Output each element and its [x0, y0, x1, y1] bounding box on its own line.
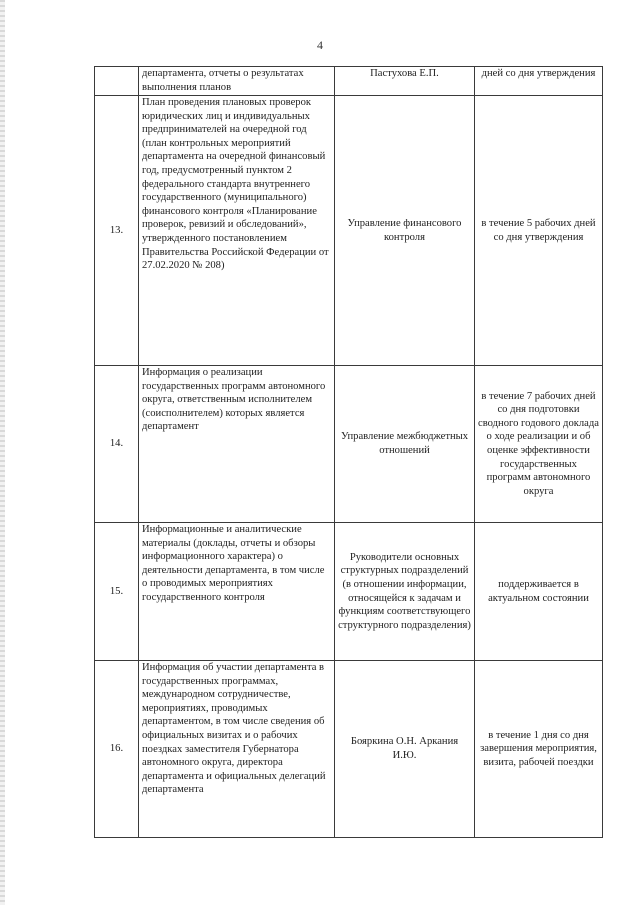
document-table [94, 66, 603, 838]
responsible-cell: Управление финансового контроля [335, 96, 475, 366]
table-row [95, 661, 603, 838]
term-cell: в течение 7 рабочих дней со дня подготовки сводного годового доклада о ходе реализации и об оценке эффективности государственных программ автономного округа [475, 366, 603, 523]
term-cell: в течение 5 рабочих дней со дня утверждения [475, 96, 603, 366]
table-row [95, 366, 603, 523]
document-cell: департамента, отчеты о результатах выполнения планов [139, 67, 335, 96]
row-number: 16. [95, 661, 139, 838]
document-cell: Информация об участии департамента в государственных программах, международном сотрудничестве, мероприятиях, проводимых департаментом, в том числе сведения об официальных визитах и о рабочих поездках заместителя Губернатора автономного округа, директора департамента и официальных делегаций департамента [139, 661, 335, 838]
term-cell: дней со дня утверждения [475, 67, 603, 96]
row-number [95, 67, 139, 96]
responsible-cell: Пастухова Е.П. [335, 67, 475, 96]
term-cell: поддерживается в актуальном состоянии [475, 523, 603, 661]
scan-edge [0, 0, 5, 905]
row-number: 15. [95, 523, 139, 661]
term-cell: в течение 1 дня со дня завершения мероприятия, визита, рабочей поездки [475, 661, 603, 838]
document-cell: Информация о реализации государственных программ автономного округа, ответственным исполнителем (соисполнителем) которых является департамент [139, 366, 335, 523]
row-number: 14. [95, 366, 139, 523]
document-cell: План проведения плановых проверок юридических лиц и индивидуальных предпринимателей на очередной год (план контрольных мероприятий департамента на очередной финансовый год, предусмотренный пунктом 2 федерального стандарта внутреннего государственного (муниципального) финансового контроля «Планирование проверок, ревизий и обследований», утвержденного постановлением Правительства Российской Федерации от 27.02.2020 № 208) [139, 96, 335, 366]
page-number: 4 [317, 38, 323, 52]
table-row [95, 523, 603, 661]
document-cell: Информационные и аналитические материалы (доклады, отчеты и обзоры информационного характера) о деятельности департамента, в том числе о проводимых мероприятиях государственного контроля [139, 523, 335, 661]
table-row [95, 67, 603, 96]
row-number: 13. [95, 96, 139, 366]
responsible-cell: Руководители основных структурных подразделений (в отношении информации, относящейся к задачам и функциям соответствующего структурного подразделения) [335, 523, 475, 661]
responsible-cell: Управление межбюджетных отношений [335, 366, 475, 523]
responsible-cell: Бояркина О.Н. Аркания И.Ю. [335, 661, 475, 838]
table-row [95, 96, 603, 366]
